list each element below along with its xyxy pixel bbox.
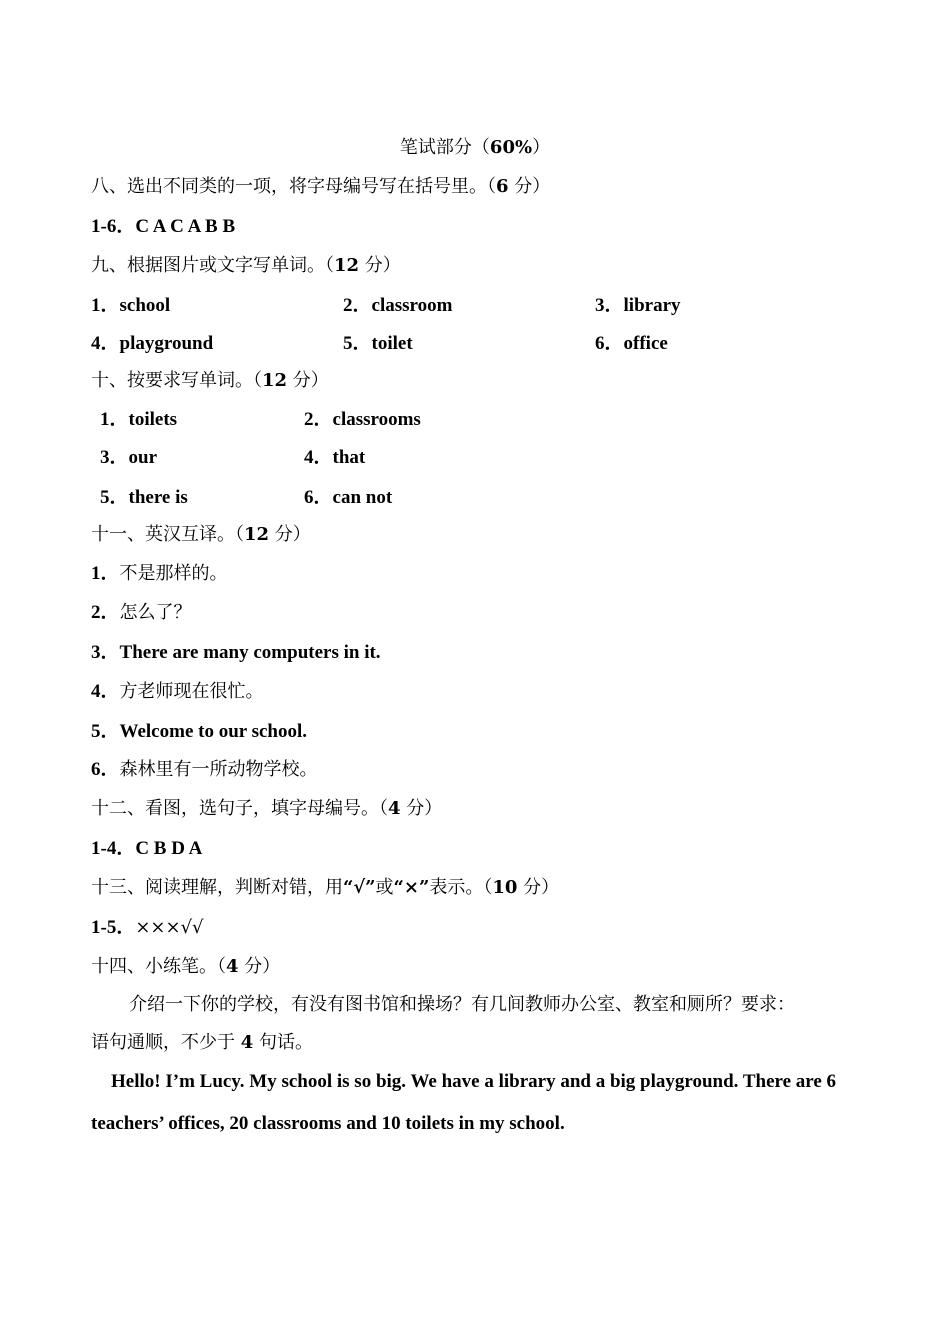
section-14-heading: 十四、小练笔。（4 分）: [91, 956, 281, 977]
section-13-answer: 1-5．×××√√: [91, 917, 204, 938]
answer-item: 2．classroom: [343, 295, 453, 316]
page-title: 笔试部分（60%）: [399, 137, 551, 158]
answer-item: 4．that: [304, 447, 366, 468]
translation-item: 5．Welcome to our school.: [91, 721, 308, 742]
translation-item: 4．方老师现在很忙。: [91, 681, 264, 702]
writing-prompt-requirement: 语句通顺，不少于 4 句话。: [91, 1032, 313, 1053]
answer-item: 5．toilet: [343, 333, 413, 354]
sample-essay-line: Hello! I’m Lucy. My school is so big. We have a library and a big playground. There are 6: [111, 1071, 837, 1092]
answer-item: 6．can not: [304, 487, 393, 508]
section-13-heading: 十三、阅读理解，判断对错，用“√”或“×”表示。（10 分）: [91, 877, 560, 898]
section-9-heading: 九、根据图片或文字写单词。（12 分）: [91, 255, 401, 276]
answer-item: 1．toilets: [100, 409, 178, 430]
section-10-heading: 十、按要求写单词。（12 分）: [91, 370, 329, 391]
sample-essay-line: teachers’ offices, 20 classrooms and 10 toilets in my school.: [91, 1113, 565, 1134]
answer-item: 3．our: [100, 447, 158, 468]
translation-item: 1．不是那样的。: [91, 563, 228, 584]
answer-item: 4．playground: [91, 333, 214, 354]
answer-item: 5．there is: [100, 487, 188, 508]
answer-item: 2．classrooms: [304, 409, 421, 430]
answer-item: 1．school: [91, 295, 171, 316]
translation-item: 2．怎么了？: [91, 602, 192, 623]
section-11-heading: 十一、英汉互译。（12 分）: [91, 524, 311, 545]
answer-item: 6．office: [595, 333, 668, 354]
section-12-answer: 1-4．C B D A: [91, 838, 203, 859]
answer-item: 3．library: [595, 295, 681, 316]
section-8-heading: 八、选出不同类的一项，将字母编号写在括号里。（6 分）: [91, 176, 551, 197]
section-12-heading: 十二、看图，选句子，填字母编号。（4 分）: [91, 798, 443, 819]
translation-item: 3．There are many computers in it.: [91, 642, 381, 663]
translation-item: 6．森林里有一所动物学校。: [91, 759, 318, 780]
section-8-answer: 1-6．C A C A B B: [91, 216, 236, 237]
writing-prompt: 介绍一下你的学校，有没有图书馆和操场？有几间教师办公室、教室和厕所？要求：: [129, 994, 795, 1015]
